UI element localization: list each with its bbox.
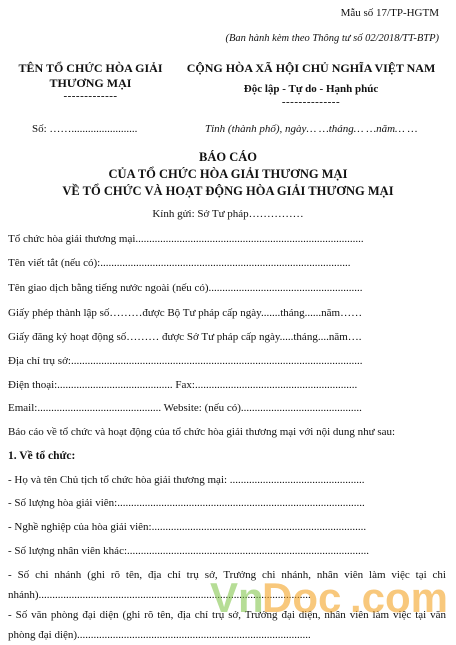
section-1-heading: 1. Về tổ chức: xyxy=(8,450,76,462)
organization-separator: ------------- xyxy=(63,90,118,102)
field-email-website: Email:............................................. Website: (nếu có)............................................ xyxy=(8,402,362,414)
field-address: Địa chỉ trụ sở:.......................................................................................................... xyxy=(8,355,363,367)
field-short-name: Tên viết tắt (nếu có):........................................................................................... xyxy=(8,257,351,269)
item-mediator-count: - Số lượng hòa giải viên:.......................................................................................... xyxy=(8,497,365,509)
item-chairman: - Họ và tên Chủ tịch tổ chức hòa giải thương mại: ................................................. xyxy=(8,474,365,486)
watermark-brand-suffix: .com xyxy=(350,574,449,621)
place-date: Tỉnh (thành phố), ngày… …tháng… …năm… … xyxy=(205,123,418,135)
field-phone-fax: Điện thoại:.......................................... Fax:........................................................... xyxy=(8,379,358,391)
organization-name: TÊN TỔ CHỨC HÒA GIẢI THƯƠNG MẠI xyxy=(18,61,163,90)
report-subtitle-2: VỀ TỔ CHỨC VÀ HOẠT ĐỘNG HÒA GIẢI THƯƠNG MẠI xyxy=(62,184,394,198)
form-number: Mẫu số 17/TP-HGTM xyxy=(340,7,439,19)
item-branches: - Số chi nhánh (ghi rõ tên, địa chỉ trụ sở, Trưởng chi nhánh, nhân viên làm việc tại chi nhánh)................................................................................................... xyxy=(8,569,446,601)
report-title: BÁO CÁO xyxy=(199,150,257,164)
item-staff-count: - Số lượng nhân viên khác:........................................................................................ xyxy=(8,545,370,557)
report-subtitle-1: CỦA TỔ CHỨC HÒA GIẢI THƯƠNG MẠI xyxy=(108,167,348,181)
field-registration: Giấy đăng ký hoạt động số……… được Sở Tư pháp cấp ngày.....tháng....năm…. xyxy=(8,331,362,343)
national-motto: Độc lập - Tự do - Hạnh phúc xyxy=(243,83,379,95)
item-representative-offices: - Số văn phòng đại diện (ghi rõ tên, địa chỉ trụ sở, Trưởng đại diện, nhân viên làm việc tại văn phòng đại diện)..................................................................................... xyxy=(8,609,446,641)
watermark-brand-left: Vn xyxy=(210,574,264,621)
intro-text: Báo cáo về tổ chức và hoạt động của tổ chức hòa giải thương mại với nội dung như sau: xyxy=(8,426,396,438)
item-mediator-profession: - Nghề nghiệp của hòa giải viên:.............................................................................. xyxy=(8,521,367,533)
national-title: CỘNG HÒA XÃ HỘI CHỦ NGHĨA VIỆT NAM xyxy=(186,61,436,75)
field-organization: Tổ chức hòa giải thương mại................................................................................... xyxy=(8,233,364,245)
field-foreign-name: Tên giao dịch bằng tiếng nước ngoài (nếu có)........................................................ xyxy=(8,282,363,294)
recipient-line: Kính gửi: Sở Tư pháp…………… xyxy=(152,208,304,220)
document-number: Số: ……........................ xyxy=(32,123,138,135)
watermark-brand-right: Doc xyxy=(262,574,342,621)
vndoc-watermark xyxy=(208,574,449,621)
vndoc-logo-icon xyxy=(208,574,449,621)
issued-with-note: (Ban hành kèm theo Thông tư số 02/2018/TT-BTP) xyxy=(225,33,439,44)
field-establishment-license: Giấy phép thành lập số………được Bộ Tư pháp cấp ngày.......tháng......năm…… xyxy=(8,307,363,319)
motto-separator: -------------- xyxy=(281,96,341,108)
